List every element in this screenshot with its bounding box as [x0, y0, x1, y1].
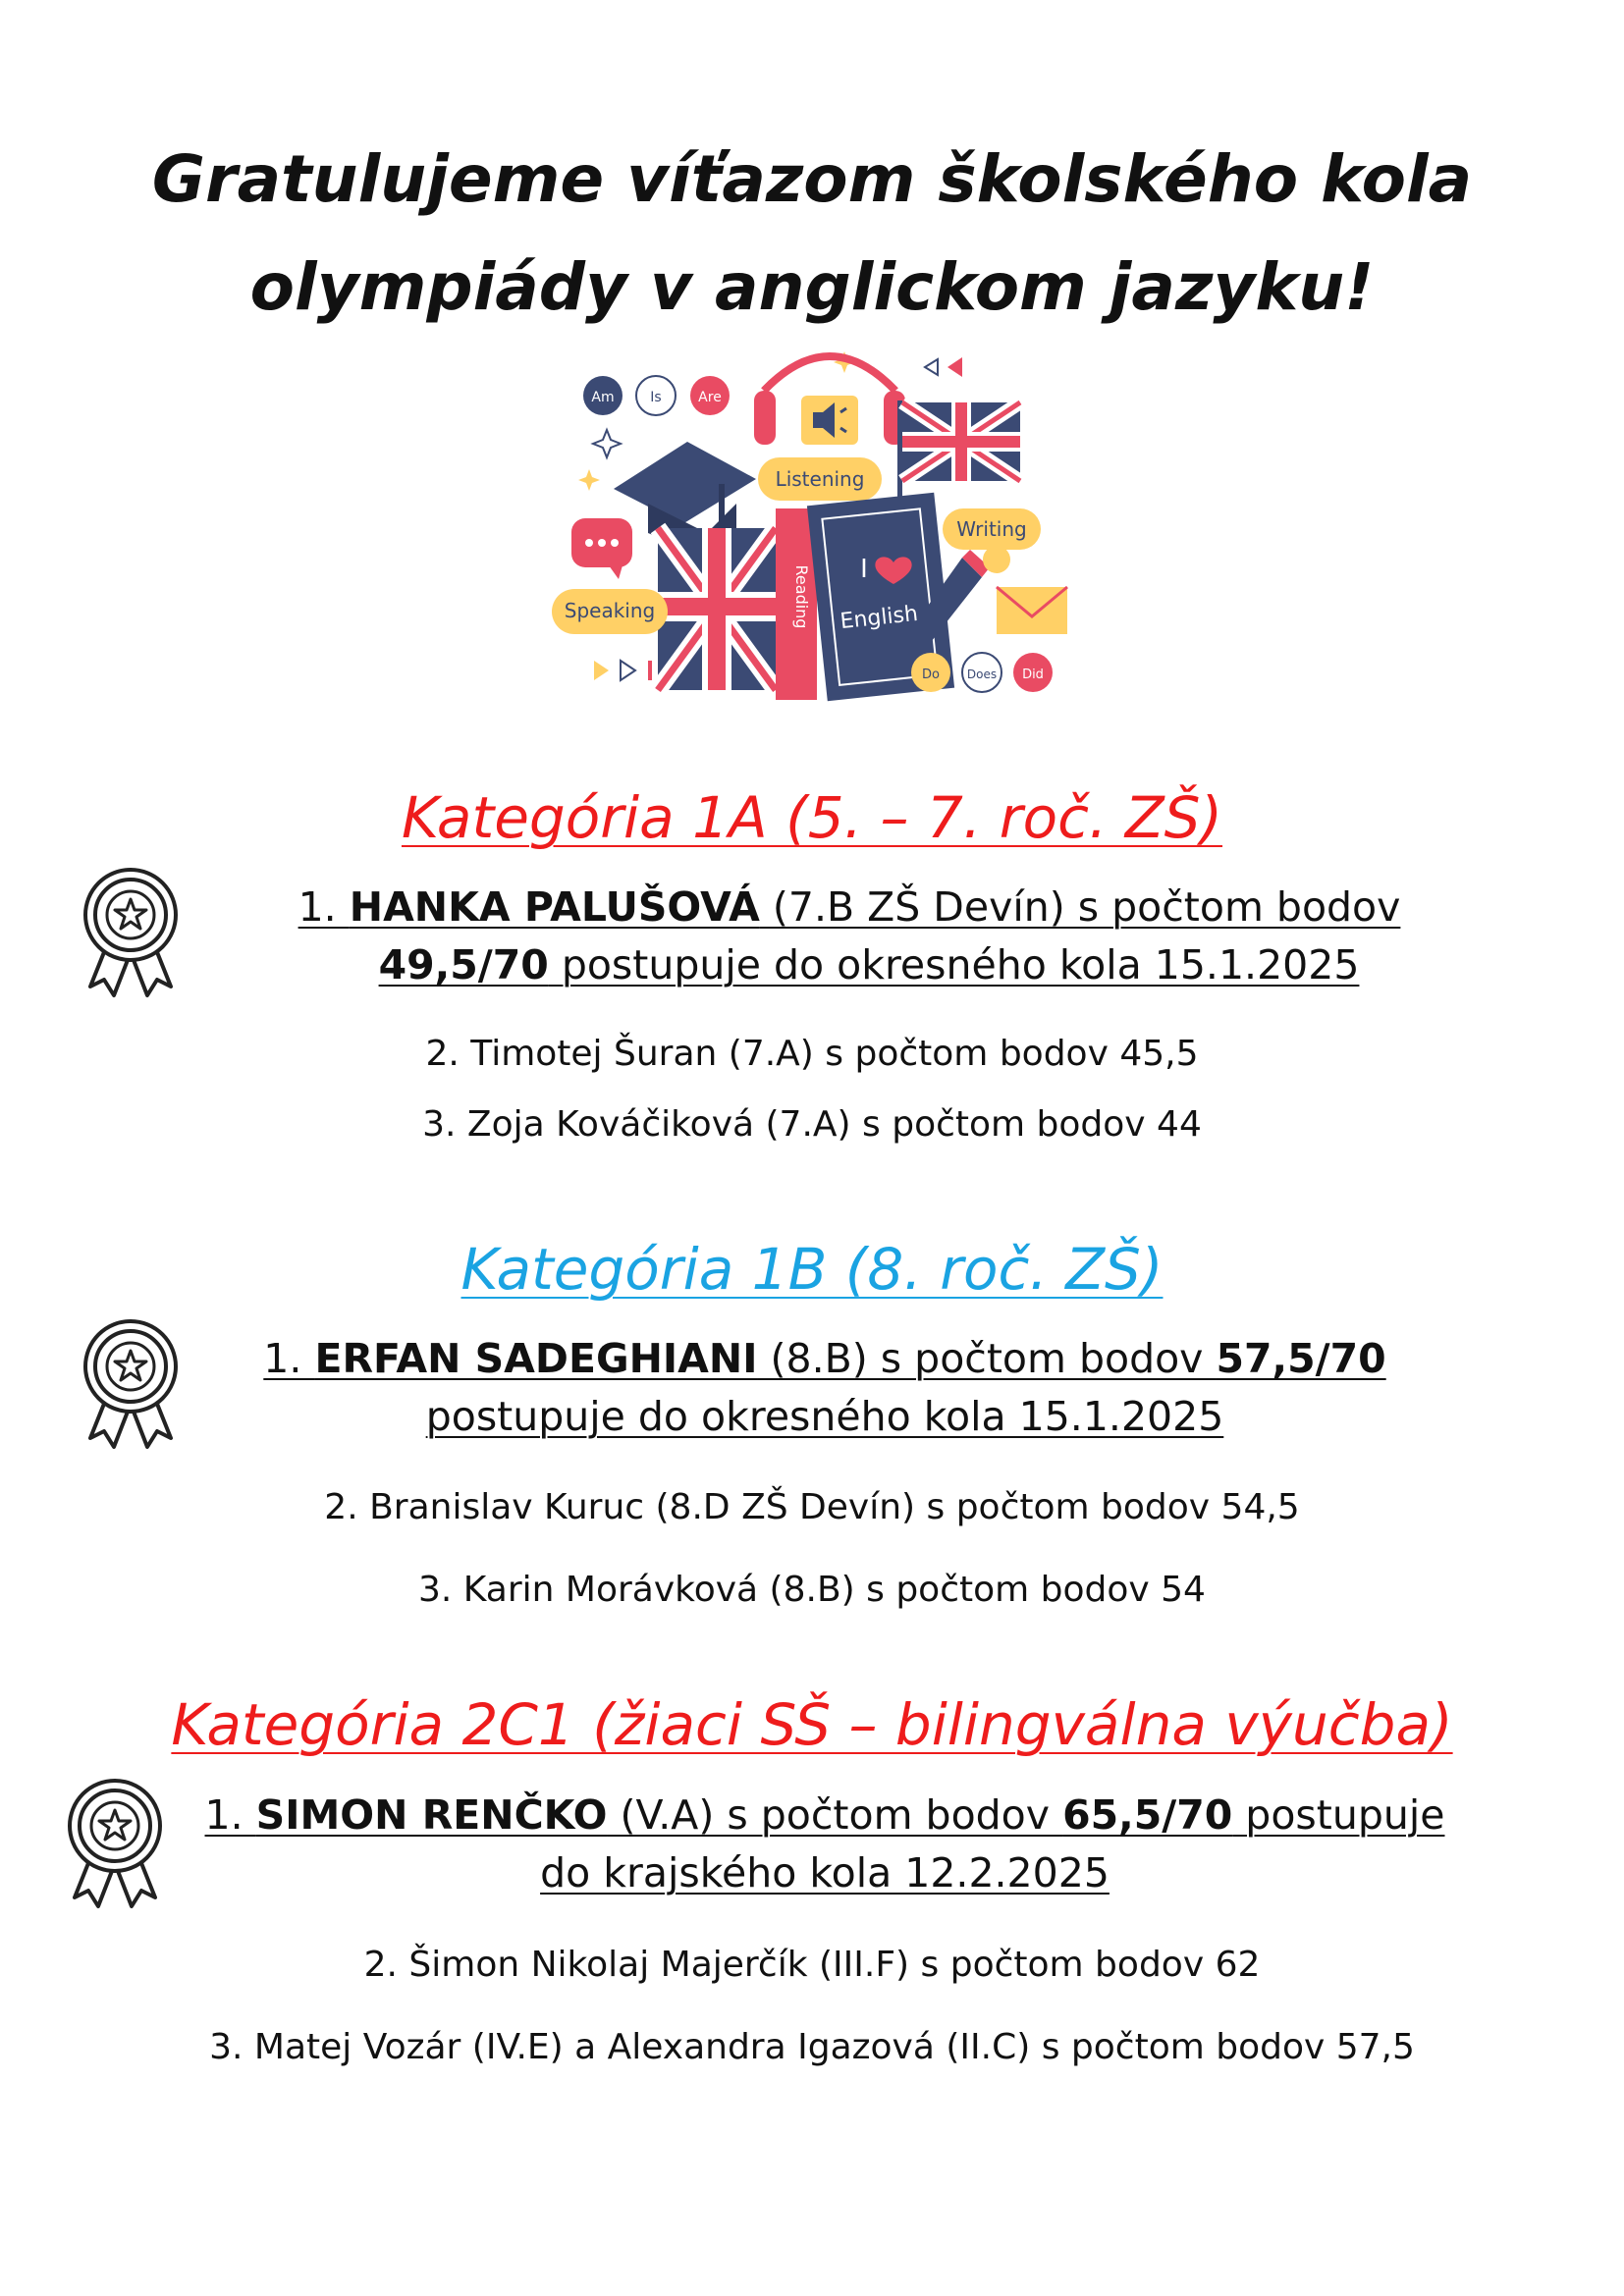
- winner-line-2: [295, 936, 1404, 994]
- category-1b-place-3: 3. Karin Morávková (8.B) s počtom bodov 54: [418, 1570, 1206, 1610]
- winner-advance: do krajského kola 12.2.2025: [540, 1849, 1110, 1896]
- winner-class-points: (V.A) s počtom bodov: [607, 1791, 1063, 1839]
- winner-line-2: [191, 1844, 1458, 1902]
- winner-line-2: [245, 1388, 1404, 1446]
- winner-class-points: (7.B ZŠ Devín) s počtom bodov: [759, 883, 1401, 931]
- english-illustration: [550, 332, 1080, 715]
- speaker-icon: [801, 396, 858, 445]
- sparkle-icon: [578, 469, 600, 491]
- reading-label: Reading: [792, 564, 811, 629]
- are-bubble: [690, 376, 730, 415]
- listening-label: Listening: [775, 467, 865, 491]
- category-1a-winner: [295, 879, 1404, 994]
- winner-rank: 1.: [204, 1791, 256, 1839]
- listening-bubble: [758, 457, 882, 501]
- winner-rank: 1.: [298, 883, 350, 931]
- page-title-line-1: Gratulujeme víťazom školského kola: [151, 141, 1473, 217]
- does-label: Does: [966, 667, 998, 681]
- does-bubble: [962, 653, 1001, 692]
- did-bubble: [1013, 653, 1053, 692]
- category-1b-heading: Kategória 1B (8. roč. ZŠ): [460, 1236, 1164, 1303]
- winner-name: SIMON RENČKO: [255, 1791, 608, 1839]
- envelope-icon: [997, 587, 1067, 634]
- category-1a-heading: Kategória 1A (5. – 7. roč. ZŠ): [401, 784, 1223, 851]
- category-1a-place-2: 2. Timotej Šuran (7.A) s počtom bodov 45,5: [425, 1034, 1199, 1074]
- speaking-bubble: [552, 589, 668, 634]
- do-label: Do: [922, 667, 940, 682]
- am-label: Am: [591, 390, 615, 405]
- winner-advance: postupuje do okresného kola 15.1.2025: [548, 941, 1360, 988]
- award-medal-icon: [77, 864, 185, 1001]
- page-title-line-2: olympiády v anglickom jazyku!: [249, 249, 1375, 325]
- are-label: Are: [698, 390, 722, 405]
- uk-flag-icon: [897, 400, 1020, 499]
- am-bubble: [583, 376, 623, 415]
- book-icon: [658, 493, 954, 701]
- writing-bubble: [943, 508, 1041, 550]
- english-label: English: [839, 601, 920, 635]
- winner-advance-start: postupuje: [1232, 1791, 1445, 1839]
- winner-line-1: [295, 879, 1404, 936]
- category-1a-place-3: 3. Zoja Kováčiková (7.A) s počtom bodov 44: [422, 1104, 1202, 1145]
- winner-name: ERFAN SADEGHIANI: [314, 1335, 758, 1382]
- category-2c1-heading: Kategória 2C1 (žiaci SŠ – bilingválna výučba): [171, 1691, 1453, 1758]
- is-bubble: [636, 376, 676, 415]
- play-icon: [925, 359, 938, 375]
- category-1b-winner: [245, 1330, 1404, 1446]
- sparkle-icon: [593, 430, 621, 457]
- speech-bubble-icon: [571, 518, 632, 579]
- winner-name: HANKA PALUŠOVÁ: [349, 883, 760, 931]
- award-medal-icon: [61, 1775, 169, 1912]
- category-1b-place-2: 2. Branislav Kuruc (8.D ZŠ Devín) s počtom bodov 54,5: [324, 1487, 1300, 1527]
- winner-rank: 1.: [263, 1335, 315, 1382]
- is-label: Is: [650, 390, 662, 405]
- winner-score: 49,5/70: [378, 941, 549, 988]
- did-label: Did: [1022, 667, 1044, 682]
- play-icon: [621, 661, 635, 680]
- headphones-icon: [754, 356, 905, 445]
- winner-advance: postupuje do okresného kola 15.1.2025: [425, 1393, 1224, 1440]
- category-2c1-place-2: 2. Šimon Nikolaj Majerčík (III.F) s počtom bodov 62: [363, 1945, 1261, 1985]
- winner-score: 65,5/70: [1062, 1791, 1233, 1839]
- winner-line-1: [245, 1330, 1404, 1388]
- pause-icon: [648, 661, 652, 680]
- page-title: [0, 126, 1624, 342]
- speaking-label: Speaking: [564, 599, 656, 622]
- play-icon: [947, 357, 962, 377]
- i-label: I: [860, 555, 868, 584]
- writing-label: Writing: [956, 517, 1027, 541]
- award-medal-icon: [77, 1315, 185, 1453]
- winner-class-points: (8.B) s počtom bodov: [757, 1335, 1217, 1382]
- category-2c1-winner: [191, 1787, 1458, 1902]
- winner-score: 57,5/70: [1216, 1335, 1386, 1382]
- do-bubble: [911, 653, 950, 692]
- winner-line-1: [191, 1787, 1458, 1844]
- category-2c1-place-3: 3. Matej Vozár (IV.E) a Alexandra Igazová (II.C) s počtom bodov 57,5: [209, 2027, 1415, 2067]
- play-icon: [594, 661, 609, 680]
